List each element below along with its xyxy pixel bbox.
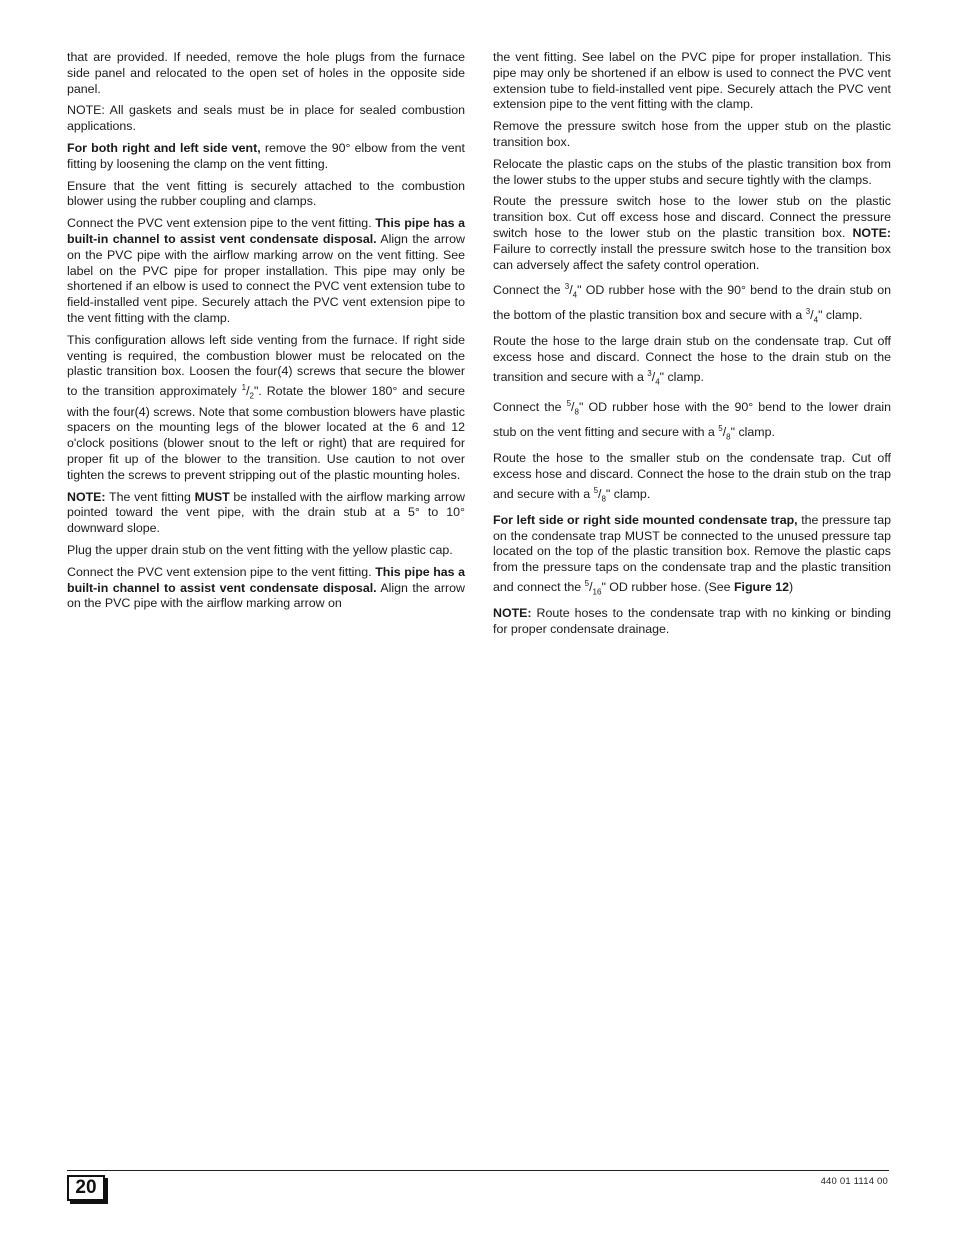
bold-text: MUST — [194, 489, 230, 504]
paragraph — [493, 194, 891, 273]
bold-text: This pipe has a built-in channel to assist vent condensate disposal. — [67, 216, 465, 246]
body-text: Route hoses to the condensate trap with no kinking or binding for proper condensate drainage. — [493, 606, 891, 637]
fraction: $^5/_8$" — [718, 423, 735, 442]
paragraph — [493, 157, 891, 189]
footer-divider — [67, 1170, 889, 1171]
paragraph — [67, 179, 465, 211]
paragraph — [493, 119, 891, 151]
paragraph — [67, 50, 465, 97]
body-text: Ensure that the vent fitting is securely attached to the combustion blower using the rubber coupling and clamps. — [67, 178, 465, 209]
body-text: Align the arrow on the PVC pipe with the airflow marking arrow on — [67, 580, 465, 611]
body-text: Plug the upper drain stub on the vent fitting with the yellow plastic cap. — [67, 542, 453, 557]
body-text: the vent fitting. See label on the PVC pipe for proper installation. This pipe may only be shortened if an elbow is used to connect the PVC vent extension tube to field-installed vent pipe. Securely attach the PVC vent extension pipe to the vent fitting with the clamp. — [493, 50, 891, 112]
body-text: This configuration allows left side venting from the furnace. If right side venting is required, the combustion blower must be relocated on the plastic transition box. Loosen the four(4) screws that secure the blower to the transition approximately — [67, 332, 465, 399]
fraction: $^3/_4$" — [647, 368, 665, 387]
body-text: Route the pressure switch hose to the lower stub on the plastic transition box. Cut off excess hose and discard. Connect the pressure switch hose to the lower stub on the plastic transition box. — [493, 194, 891, 240]
body-text: clamp. — [822, 307, 863, 322]
body-text: ) — [789, 580, 794, 595]
fraction: $^5/_{16}$" — [584, 579, 606, 597]
body-text: Route the hose to the large drain stub on the condensate trap. Cut off excess hose and discard. Connect the hose to the drain stub on the transition and secure with a — [493, 334, 891, 384]
paragraph — [493, 396, 891, 445]
paragraph — [67, 141, 465, 173]
fraction: $^3/_4$" — [564, 282, 582, 300]
fraction: $^1/_2$" — [241, 383, 259, 401]
body-text: clamp. — [610, 486, 651, 501]
paragraph — [67, 543, 465, 559]
bold-text: NOTE: — [852, 225, 891, 240]
paragraph — [67, 103, 465, 135]
body-text: the pressure tap on the condensate trap MUST be connected to the unused pressure tap located on the top of the plastic transition box. Remove the plastic caps from the pressure taps on the condensate trap and the plastic transition and connect the — [493, 512, 892, 595]
bold-text: Figure 12 — [733, 580, 790, 595]
paragraph — [493, 451, 891, 507]
body-text: NOTE: All gaskets and seals must be in place for sealed combustion applications. — [67, 103, 465, 134]
fraction: $^5/_8$" — [566, 399, 584, 417]
paragraph — [67, 333, 465, 484]
page-number: 20 — [67, 1175, 105, 1201]
body-text: Connect the — [493, 283, 565, 298]
bold-text: NOTE: — [493, 606, 532, 621]
paragraph — [493, 606, 891, 638]
bold-text: For both right and left side vent, — [67, 140, 261, 155]
paragraph — [493, 50, 891, 113]
body-text: Remove the pressure switch hose from the upper stub on the plastic transition box. — [493, 119, 891, 149]
fraction: $^5/_8$" — [593, 485, 611, 504]
body-text: clamp. — [735, 424, 775, 439]
body-text: Connect the PVC vent extension pipe to the vent fitting. — [67, 564, 376, 579]
paragraph — [493, 279, 891, 328]
body-text: The vent fitting — [105, 489, 195, 504]
document-code: 440 01 1114 00 — [820, 1176, 888, 1187]
body-text: clamp. — [664, 369, 704, 384]
paragraph — [67, 490, 465, 537]
body-text: Align the arrow on the PVC pipe with the airflow marking arrow on the vent fitting. See label on the PVC pipe for proper installation. This pipe may only be shortened if an elbow is used to connect the PVC vent extension tube to field-installed vent pipe. Securely attach the PVC vent extension pipe to the vent fitting with the clamp. — [67, 231, 465, 325]
bold-text: This pipe has a built-in channel to assist vent condensate disposal. — [67, 564, 465, 595]
body-text: remove the 90° elbow from the vent fitting by loosening the clamp on the vent fitting. — [67, 140, 465, 171]
paragraph — [493, 513, 891, 601]
body-text: . Rotate the blower 180° and secure with the four(4) screws. Note that some combustion blowers have plastic spacers on the mounting legs of the blower located at the 6 and 12 o'clock positions (blower snout to the left or right) that are required for proper fit up of the blower to the transition. Use caution to not over tighten the screws to prevent stripping out of the plastic mounting holes. — [67, 384, 465, 482]
body-text: Connect the — [493, 400, 567, 415]
body-text: OD rubber hose with the 90° bend to the drain stub on the bottom of the plastic transition box and secure with a — [493, 283, 891, 322]
bold-text: For left side or right side mounted condensate trap, — [493, 512, 798, 527]
fraction: $^3/_4$" — [805, 306, 823, 325]
body-text: Route the hose to the smaller stub on the condensate trap. Cut off excess hose and discard. Connect the hose to the drain stub on the trap and secure with a — [493, 450, 891, 501]
paragraph — [67, 565, 465, 612]
body-text: Connect the PVC vent extension pipe to the vent fitting. — [67, 216, 376, 231]
right-column — [493, 50, 891, 644]
body-text: be installed with the airflow marking arrow pointed toward the vent pipe, with the drain stub at a 5° to 10° downward slope. — [67, 489, 465, 536]
paragraph — [67, 216, 465, 327]
body-text: Failure to correctly install the pressure switch hose to the transition box can adversely affect the safety control operation. — [493, 241, 891, 272]
body-text: Relocate the plastic caps on the stubs of the plastic transition box from the lower stubs to the upper stubs and secure tightly with the clamps. — [493, 156, 891, 187]
body-text: that are provided. If needed, remove the hole plugs from the furnace side panel and relocated to the open set of holes in the opposite side panel. — [67, 50, 465, 96]
bold-text: NOTE: — [67, 489, 106, 504]
left-column — [67, 50, 465, 618]
paragraph — [493, 334, 891, 390]
body-text: OD rubber hose. (See — [605, 580, 734, 595]
body-text: OD rubber hose with the 90° bend to the lower drain stub on the vent fitting and secure with a — [493, 400, 891, 439]
